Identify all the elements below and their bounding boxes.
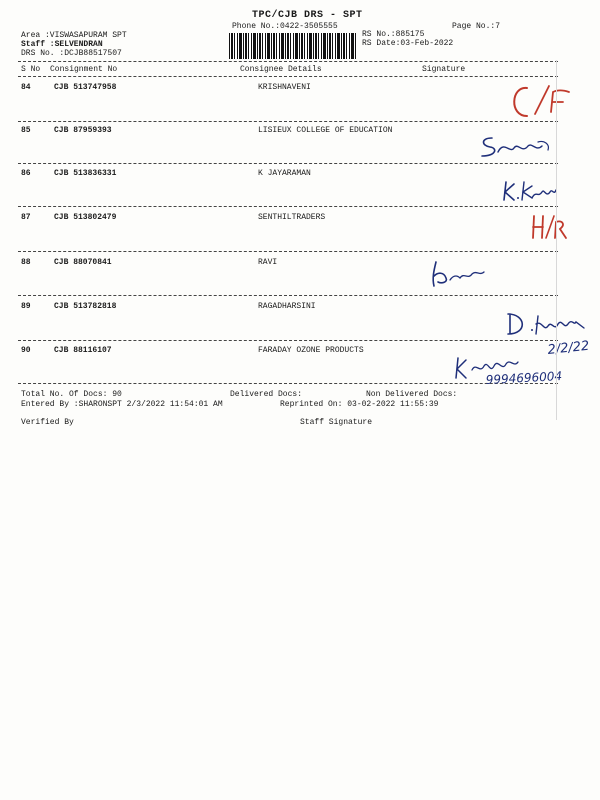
row-sno: 86 bbox=[21, 169, 31, 178]
divider bbox=[18, 163, 558, 164]
divider bbox=[18, 121, 558, 122]
reprinted-on: Reprinted On: 03-02-2022 11:55:39 bbox=[280, 400, 439, 409]
row-consignee: K JAYARAMAN bbox=[258, 169, 311, 178]
divider bbox=[18, 206, 558, 207]
signature-text: H/R bbox=[528, 212, 530, 213]
barcode bbox=[229, 33, 357, 59]
col-consignee: Consignee Details bbox=[240, 65, 322, 74]
delivered-docs: Delivered Docs: bbox=[230, 390, 303, 399]
row-sno: 84 bbox=[21, 83, 31, 92]
divider bbox=[18, 61, 558, 62]
row-sno: 88 bbox=[21, 258, 31, 267]
col-signature: Signature bbox=[422, 65, 466, 74]
row-consignment: CJB 513836331 bbox=[54, 169, 117, 178]
row-sno: 89 bbox=[21, 302, 31, 311]
verified-by: Verified By bbox=[21, 418, 74, 427]
divider bbox=[18, 76, 558, 77]
row-consignment: CJB 87959393 bbox=[54, 126, 112, 135]
document-title: TPC/CJB DRS - SPT bbox=[252, 10, 363, 21]
row-consignment: CJB 88070841 bbox=[54, 258, 112, 267]
row-consignment: CJB 513747958 bbox=[54, 83, 117, 92]
total-docs: Total No. Of Docs: 90 bbox=[21, 390, 122, 399]
table-row bbox=[0, 213, 600, 225]
staff-signature: Staff Signature bbox=[300, 418, 373, 427]
row-consignee: FARADAY OZONE PRODUCTS bbox=[258, 346, 364, 355]
phone-number: Phone No.:0422-3505555 bbox=[232, 22, 338, 31]
rs-number: RS No.:885175 bbox=[362, 30, 425, 39]
staff-label: Staff :SELVENDRAN bbox=[21, 40, 103, 49]
row-sno: 87 bbox=[21, 213, 31, 222]
row-sno: 90 bbox=[21, 346, 31, 355]
area-label: Area :VISWASAPURAM SPT bbox=[21, 31, 127, 40]
row-consignment: CJB 513802479 bbox=[54, 213, 117, 222]
divider bbox=[18, 251, 558, 252]
page-edge bbox=[556, 60, 557, 420]
row-consignment: CJB 513782818 bbox=[54, 302, 117, 311]
row-consignee: RAGADHARSINI bbox=[258, 302, 316, 311]
row-sno: 85 bbox=[21, 126, 31, 135]
rs-date: RS Date:03-Feb-2022 bbox=[362, 39, 454, 48]
signature-phone: 9994696004 bbox=[485, 369, 563, 387]
row-consignee: LISIEUX COLLEGE OF EDUCATION bbox=[258, 126, 393, 135]
col-sno: S No bbox=[21, 65, 41, 74]
page-number: Page No.:7 bbox=[452, 22, 501, 31]
non-delivered-docs: Non Delivered Docs: bbox=[366, 390, 458, 399]
divider bbox=[18, 295, 558, 296]
row-consignee: KRISHNAVENI bbox=[258, 83, 311, 92]
entered-by: Entered By :SHARONSPT 2/3/2022 11:54:01 AM bbox=[21, 400, 223, 409]
signature-row-90 bbox=[452, 332, 600, 397]
table-row bbox=[0, 258, 600, 270]
drs-number: DRS No. :DCJB88517507 bbox=[21, 49, 122, 58]
signature-date: 2/2/22 bbox=[546, 338, 591, 358]
row-consignee: RAVI bbox=[258, 258, 278, 267]
signature-row-88 bbox=[424, 258, 494, 293]
row-consignee: SENTHILTRADERS bbox=[258, 213, 326, 222]
signature-row-84 bbox=[505, 82, 575, 127]
row-consignment: CJB 88116107 bbox=[54, 346, 112, 355]
signature-row-86 bbox=[498, 176, 558, 211]
signature-row-87 bbox=[528, 212, 568, 247]
signature-row-85 bbox=[478, 132, 558, 167]
col-consignment: Consignment No bbox=[50, 65, 118, 74]
signature-text: C/F bbox=[505, 82, 507, 83]
